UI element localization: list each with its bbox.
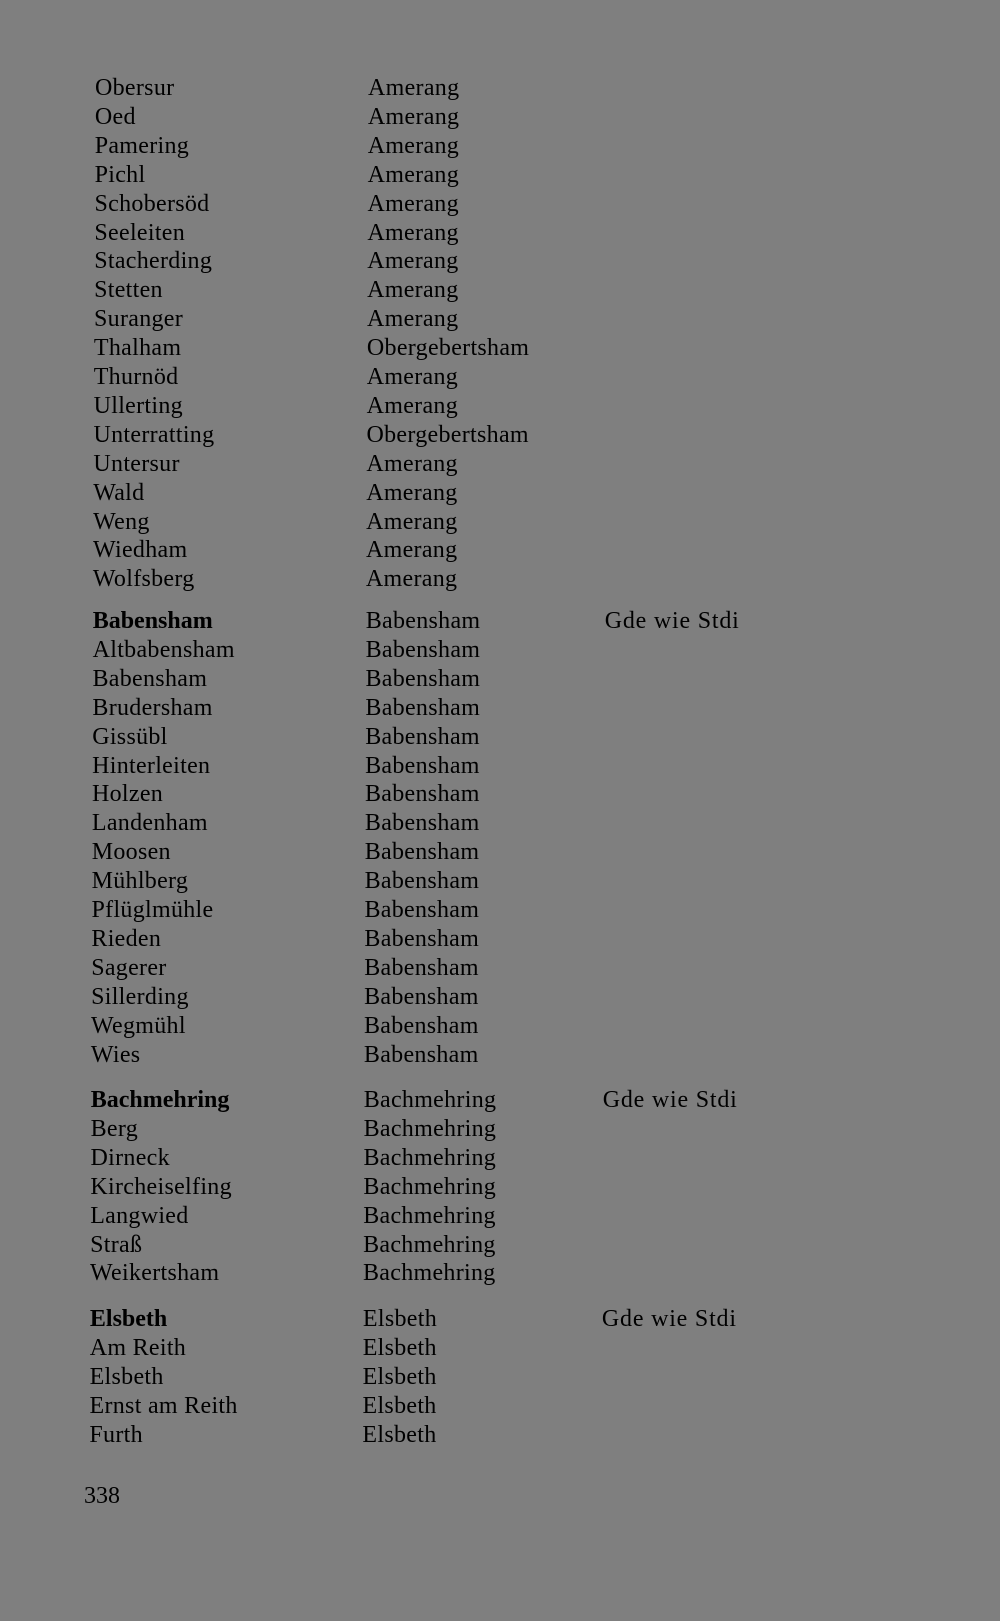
list-item: [0, 421, 999, 449]
place-name: Untersur: [93, 450, 180, 477]
place-name: Seeleiten: [94, 219, 186, 246]
municipality-name: Amerang: [366, 364, 459, 390]
place-name: Gissübl: [92, 723, 168, 750]
municipality-name: Amerang: [367, 103, 460, 130]
place-name: Wolfsberg: [92, 566, 195, 593]
municipality-name: Babensham: [364, 839, 480, 866]
place-name: Wiedham: [93, 537, 188, 564]
municipality-name: Babensham: [364, 954, 479, 981]
list-item: [0, 896, 997, 924]
list-item: [0, 1392, 995, 1420]
municipality-name: Obergebertsham: [366, 421, 529, 448]
municipality-name: Amerang: [366, 508, 458, 535]
place-name: Thurnöd: [93, 364, 179, 390]
list-item: [0, 636, 998, 664]
municipality-name: Amerang: [367, 132, 460, 159]
list-item: [0, 103, 1000, 131]
municipality-name: Bachmehring: [363, 1087, 497, 1113]
municipality-name: Amerang: [367, 219, 459, 246]
place-name: Sillerding: [91, 983, 189, 1010]
municipality-name: Bachmehring: [363, 1260, 496, 1287]
place-name: Wies: [90, 1041, 141, 1068]
municipality-name: Bachmehring: [363, 1144, 497, 1171]
list-item: [0, 132, 1000, 160]
list-item: [0, 752, 997, 780]
list-item: [0, 867, 997, 895]
list-item: [0, 161, 1000, 189]
place-name: Elsbeth: [89, 1363, 164, 1390]
municipality-name: Bachmehring: [363, 1231, 496, 1258]
municipality-heading: Babensham: [92, 608, 213, 634]
list-item: [0, 1173, 995, 1201]
list-item: [0, 1115, 996, 1143]
municipality-heading: Elsbeth: [89, 1306, 168, 1332]
place-name: Hinterleiten: [92, 752, 211, 779]
place-name: Stetten: [94, 277, 163, 304]
place-name: Wegmühl: [91, 1012, 186, 1039]
list-item: [0, 247, 999, 275]
place-name: Moosen: [91, 839, 171, 866]
municipality-name: Babensham: [365, 723, 480, 750]
list-item: [0, 450, 998, 478]
place-name: Pamering: [94, 132, 190, 159]
municipality-name: Amerang: [366, 479, 458, 506]
list-item: [0, 1231, 995, 1259]
place-name: Holzen: [92, 781, 164, 808]
list-item: [0, 723, 997, 751]
place-name: Rieden: [91, 925, 162, 952]
municipality-name: Amerang: [367, 277, 459, 304]
list-item: [0, 1334, 995, 1362]
place-name: Brudersham: [92, 694, 213, 721]
municipality-name: Amerang: [366, 392, 459, 419]
list-item: [0, 305, 999, 333]
municipality-name: Amerang: [367, 161, 460, 188]
municipality-name: Amerang: [365, 566, 458, 593]
section-heading-row: [0, 607, 998, 635]
section-heading-row: [0, 1086, 996, 1114]
place-name: Langwied: [90, 1202, 189, 1229]
list-item: [0, 838, 997, 866]
municipality-name: Babensham: [365, 636, 481, 663]
municipality-name: Babensham: [365, 752, 480, 779]
list-item: [0, 665, 998, 693]
list-item: [0, 809, 997, 837]
place-name: Babensham: [92, 665, 208, 692]
municipality-name: Amerang: [367, 248, 459, 275]
municipality-name: Bachmehring: [363, 1202, 496, 1229]
list-item: [0, 190, 1000, 218]
municipality-name: Babensham: [363, 1041, 479, 1068]
place-name: Kircheiselfing: [90, 1173, 232, 1200]
list-item: [0, 983, 996, 1011]
place-name: Am Reith: [89, 1334, 187, 1361]
place-name: Wald: [93, 479, 145, 506]
municipality-name: Elsbeth: [362, 1421, 437, 1448]
list-item: [0, 780, 997, 808]
municipality-name: Amerang: [367, 306, 459, 333]
list-item: [0, 508, 998, 536]
place-name: Oed: [94, 103, 136, 130]
place-name: Mühlberg: [91, 868, 189, 895]
note-text: Gde wie Stdi: [602, 1087, 738, 1113]
municipality-name: Elsbeth: [362, 1334, 437, 1361]
municipality-name: Elsbeth: [362, 1363, 437, 1390]
list-item: [0, 1363, 995, 1391]
place-name: Berg: [90, 1115, 139, 1142]
municipality-name: Amerang: [366, 450, 458, 477]
municipality-name: Babensham: [364, 925, 480, 952]
place-name: Ullerting: [93, 392, 183, 419]
list-item: [0, 694, 997, 722]
list-item: [0, 276, 999, 304]
list-item: [0, 1421, 994, 1449]
municipality-name: Bachmehring: [363, 1115, 497, 1142]
list-item: [0, 1041, 996, 1069]
municipality-name: Elsbeth: [362, 1392, 437, 1419]
place-name: Obersur: [95, 75, 175, 101]
municipality-name: Babensham: [365, 608, 481, 634]
note-text: Gde wie Stdi: [604, 608, 740, 634]
municipality-name: Elsbeth: [362, 1306, 437, 1332]
place-name: Pichl: [94, 161, 146, 188]
list-item: [0, 334, 999, 362]
list-item: [0, 954, 996, 982]
municipality-name: Amerang: [366, 537, 458, 564]
place-name: Dirneck: [90, 1144, 170, 1171]
municipality-name: Bachmehring: [363, 1173, 496, 1200]
municipality-name: Amerang: [368, 75, 460, 101]
municipality-name: Babensham: [365, 665, 481, 692]
list-item: [0, 74, 1000, 102]
place-name: Unterratting: [93, 421, 215, 448]
place-name: Sagerer: [91, 954, 167, 981]
list-item: [0, 1259, 995, 1287]
place-name: Altbabensham: [92, 636, 235, 663]
list-item: [0, 925, 996, 953]
place-name: Suranger: [94, 306, 184, 333]
place-name: Pflüglmühle: [91, 897, 214, 923]
list-item: [0, 1012, 996, 1040]
note-text: Gde wie Stdi: [601, 1306, 737, 1332]
place-name: Furth: [89, 1421, 143, 1448]
municipality-name: Babensham: [364, 983, 479, 1010]
municipality-name: Amerang: [367, 190, 459, 217]
place-name: Stacherding: [94, 248, 213, 275]
page-number: 338: [84, 1483, 120, 1509]
municipality-name: Babensham: [364, 810, 480, 837]
list-item: [0, 363, 999, 391]
place-name: Landenham: [91, 810, 208, 837]
place-name: Thalham: [93, 335, 182, 362]
municipality-name: Babensham: [364, 1012, 479, 1039]
place-name: Weng: [93, 508, 150, 535]
list-item: [0, 536, 998, 564]
municipality-name: Babensham: [365, 781, 480, 808]
list-item: [0, 392, 999, 420]
list-item: [0, 565, 998, 593]
place-name: Straß: [90, 1231, 143, 1258]
municipality-name: Babensham: [364, 868, 480, 895]
municipality-heading: Bachmehring: [90, 1087, 230, 1113]
municipality-name: Babensham: [364, 897, 480, 923]
list-item: [0, 1202, 995, 1230]
municipality-name: Babensham: [365, 694, 481, 721]
list-item: [0, 219, 999, 247]
place-name: Schobersöd: [94, 190, 210, 217]
list-item: [0, 1144, 996, 1172]
section-heading-row: [0, 1305, 995, 1333]
municipality-name: Obergebertsham: [366, 335, 530, 362]
place-name: Ernst am Reith: [89, 1392, 238, 1419]
list-item: [0, 479, 998, 507]
place-name: Weikertsham: [90, 1260, 220, 1287]
